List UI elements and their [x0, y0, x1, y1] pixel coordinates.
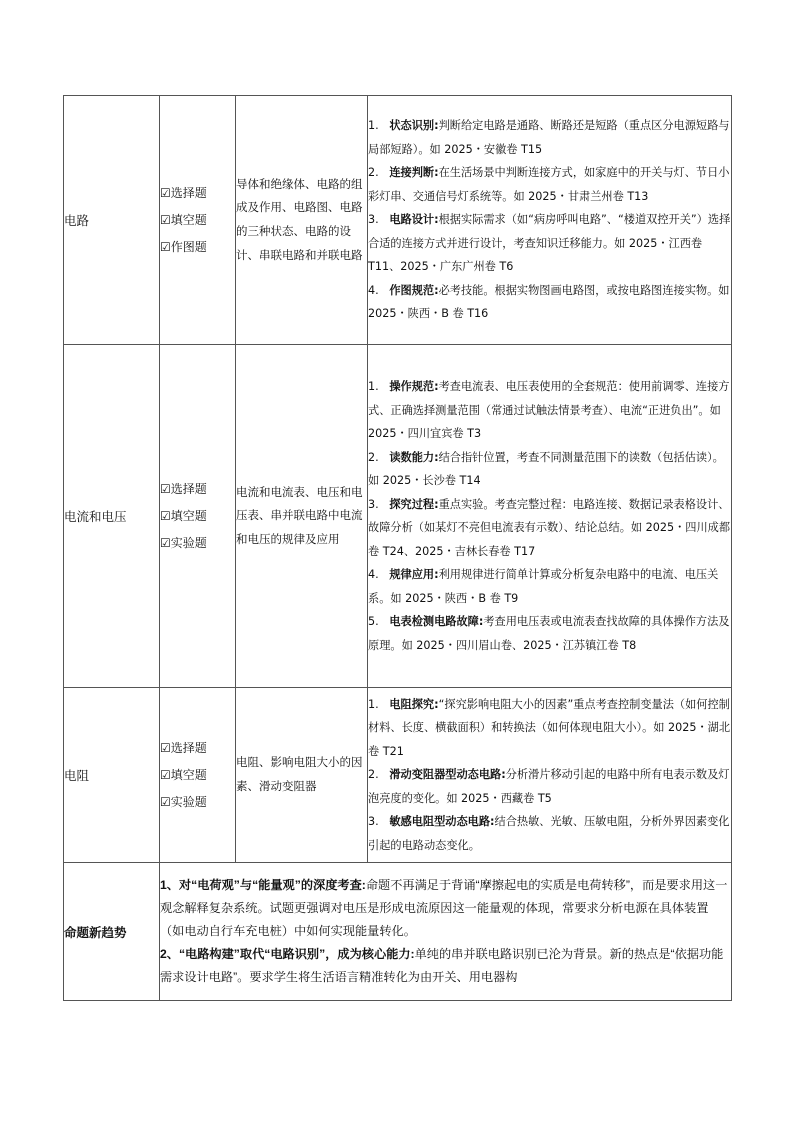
- question-type: ☑填空题: [160, 212, 207, 227]
- question-type: ☑实验题: [160, 794, 207, 809]
- table-row: [64, 688, 732, 863]
- question-type: ☑选择题: [160, 481, 207, 496]
- list-item: 3. 探究过程:重点实验。考查完整过程：电路连接、数据记录表格设计、故障分析（如某灯不亮但电流表有示数）、结论总结。如 2025・四川成都卷 T24、2025・吉林长春卷 T17: [368, 497, 731, 558]
- list-item: 1. 操作规范:考查电流表、电压表使用的全套规范：使用前调零、连接方式、正确选择测量范围（常通过试触法情景考查）、电流“正进负出”。如 2025・四川宜宾卷 T3: [368, 380, 730, 440]
- detail-cell: [368, 345, 732, 688]
- topic-cell: 电流和电压: [64, 345, 160, 688]
- detail-cell: [368, 688, 732, 863]
- list-item: 1. 电阻探究:“探究影响电阻大小的因素”重点考查控制变量法（如何控制材料、长度、横截面积）和转换法（如何体现电阻大小）。如 2025・湖北卷 T21: [368, 697, 731, 758]
- trend-paragraph: 1、对“电荷观”与“能量观”的深度考查:命题不再满足于背诵“摩擦起电的实质是电荷转移”，而是要求用这一观念解释复杂系统。试题更强调对电压是形成电流原因这一能量观的体现，常要求分析电源在具体装置（如电动自行车充电桩）中如何实现能量转化。: [160, 878, 728, 938]
- table-row: [64, 96, 732, 345]
- detail-cell: [368, 96, 732, 345]
- list-item: 3. 敏感电阻型动态电路:结合热敏、光敏、压敏电阻，分析外界因素变化引起的电路动态变化。: [368, 815, 730, 852]
- question-types-cell: [160, 96, 236, 345]
- table-row: [64, 345, 732, 688]
- table-row: [64, 863, 732, 1001]
- list-item: 4. 规律应用:利用规律进行简单计算或分析复杂电路中的电流、电压关系。如 2025・陕西・B 卷 T9: [368, 568, 719, 605]
- content-cell: 电阻、影响电阻大小的因素、滑动变阻器: [236, 688, 368, 863]
- trend-label: 命题新趋势: [64, 863, 160, 1001]
- trend-paragraph: 2、“电路构建”取代“电路识别”，成为核心能力:单纯的串并联电路识别已沦为背景。新的热点是“依据功能需求设计电路”。要求学生将生活语言精准转化为由开关、用电器构: [160, 947, 724, 984]
- list-item: 3. 电路设计:根据实际需求（如“病房呼叫电路”、“楼道双控开关”）选择合适的连接方式并进行设计，考查知识迁移能力。如 2025・江西卷 T11、2025・广东广州卷 T6: [368, 213, 731, 274]
- question-type: ☑选择题: [160, 740, 207, 755]
- question-types-cell: [160, 345, 236, 688]
- question-types-cell: [160, 688, 236, 863]
- knowledge-table: [63, 95, 732, 1001]
- list-item: 2. 连接判断:在生活场景中判断连接方式，如家庭中的开关与灯、节日小彩灯串、交通信号灯系统等。如 2025・甘肃兰州卷 T13: [368, 166, 730, 203]
- question-type: ☑填空题: [160, 508, 207, 523]
- topic-cell: 电阻: [64, 688, 160, 863]
- question-type: ☑填空题: [160, 767, 207, 782]
- content-cell: 导体和绝缘体、电路的组成及作用、电路图、电路的三种状态、电路的设计、串联电路和并联电路: [236, 96, 368, 345]
- trend-cell: [160, 863, 732, 1001]
- list-item: 1. 状态识别:判断给定电路是通路、断路还是短路（重点区分电源短路与局部短路）。如 2025・安徽卷 T15: [368, 119, 730, 156]
- list-item: 2. 读数能力:结合指针位置，考查不同测量范围下的读数（包括估读）。如 2025・长沙卷 T14: [368, 450, 724, 487]
- question-type: ☑实验题: [160, 535, 207, 550]
- list-item: 4. 作图规范:必考技能。根据实物图画电路图，或按电路图连接实物。如 2025・陕西・B 卷 T16: [368, 283, 730, 321]
- question-type: ☑选择题: [160, 185, 207, 200]
- content-cell: 电流和电流表、电压和电压表、串并联电路中电流和电压的规律及应用: [236, 345, 368, 688]
- list-item: 5. 电表检测电路故障:考查用电压表或电流表查找故障的具体操作方法及原理。如 2025・四川眉山卷、2025・江苏镇江卷 T8: [368, 615, 730, 652]
- list-item: 2. 滑动变阻器型动态电路:分析滑片移动引起的电路中所有电表示数及灯泡亮度的变化。如 2025・西藏卷 T5: [368, 768, 730, 805]
- topic-cell: 电路: [64, 96, 160, 345]
- question-type: ☑作图题: [160, 239, 207, 254]
